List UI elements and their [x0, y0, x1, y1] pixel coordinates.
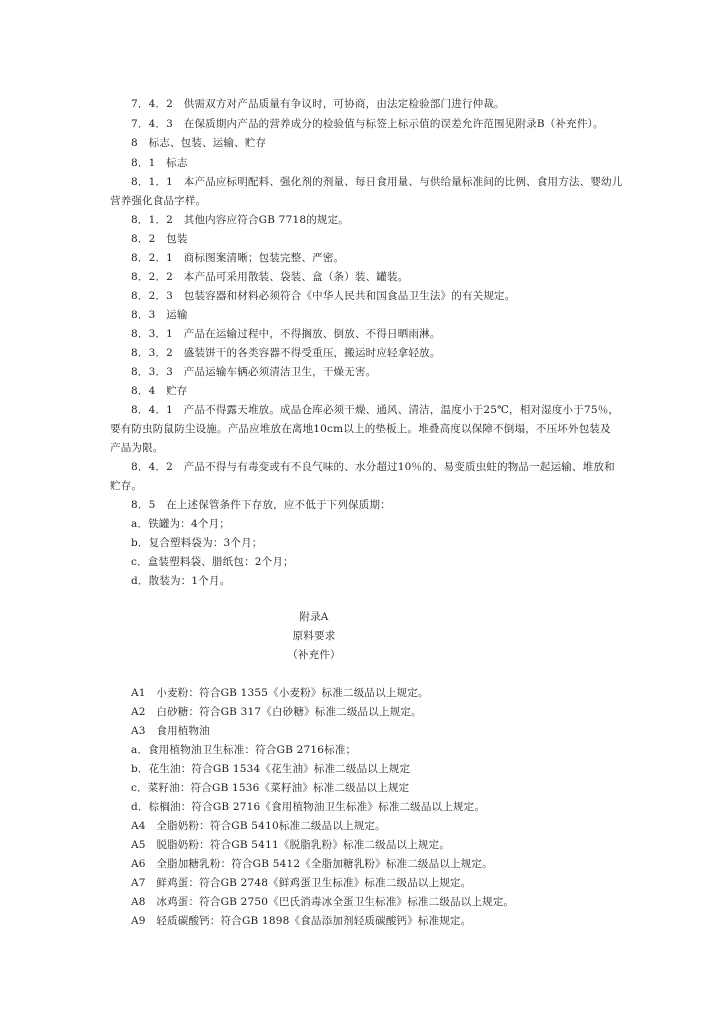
appendix-note: （补充件）	[287, 649, 341, 661]
appendix-item-a1: A1 小麦粉：符合GB 1355《小麦粉》标准二级品以上规定。	[131, 687, 429, 699]
list-item-d: d．散装为：1个月。	[131, 575, 231, 587]
clause-8-2-1: 8．2．1 商标图案清晰；包装完整、严密。	[131, 252, 345, 264]
section-8-1-heading: 8．1 标志	[131, 157, 188, 169]
appendix-item-a8: A8 冰鸡蛋：符合GB 2750《巴氏消毒冰全蛋卫生标准》标准二级品以上规定。	[131, 896, 515, 908]
appendix-item-a4: A4 全脂奶粉：符合GB 5410标准二级品以上规定。	[131, 820, 386, 832]
appendix-item-a3-d: d．棕榈油：符合GB 2716《食用植物油卫生标准》标准二级品以上规定。	[131, 801, 486, 813]
clause-8-5: 8．5 在上述保管条件下存放，应不低于下列保质期：	[131, 499, 391, 511]
appendix-item-a7: A7 鲜鸡蛋：符合GB 2748《鲜鸡蛋卫生标准》标准二级品以上规定。	[131, 877, 472, 889]
section-8-3-heading: 8．3 运输	[131, 309, 188, 321]
appendix-title: 附录A	[299, 611, 329, 623]
clause-8-2-2: 8．2．2 本产品可采用散装、袋装、盒（条）装、罐装。	[131, 271, 409, 283]
clause-7-4-3: 7．4．3 在保质期内产品的营养成分的检验值与标签上标示值的误差允许范围见附录B（补充件）。	[131, 118, 604, 130]
appendix-item-a3-b: b．花生油：符合GB 1534《花生油》标准二级品以上规定	[131, 763, 411, 775]
clause-8-4-1: 8．4．1 产品不得露天堆放。成品仓库必须干燥、通风、清洁，温度小于25℃，相对湿度小于75％，	[131, 404, 620, 416]
list-item-a: a．铁罐为：4个月；	[131, 518, 230, 530]
clause-7-4-2: 7．4．2 供需双方对产品质量有争议时，可协商，由法定检验部门进行仲裁。	[131, 98, 505, 110]
clause-8-3-1: 8．3．1 产品在运输过程中，不得搁放、倒放、不得日晒雨淋。	[131, 328, 441, 340]
clause-8-2-3: 8．2．3 包装容器和材料必须符合《中华人民共和国食品卫生法》的有关规定。	[131, 290, 516, 302]
appendix-item-a9: A9 轻质碳酸钙：符合GB 1898《食品添加剂轻质碳酸钙》标准规定。	[131, 915, 472, 927]
clause-8-3-2: 8．3．2 盛装饼干的各类容器不得受重压，搬运时应轻拿轻放。	[131, 347, 441, 359]
section-8-heading: 8 标志、包装、运输、贮存	[131, 137, 267, 149]
clause-8-4-2-cont: 贮存。	[110, 480, 143, 492]
clause-8-1-1-cont: 营养强化食品字样。	[110, 195, 207, 207]
section-8-2-heading: 8．2 包装	[131, 233, 188, 245]
appendix-item-a3: A3 食用植物油	[131, 725, 210, 737]
appendix-item-a6: A6 全脂加糖乳粉：符合GB 5412《全脂加糖乳粉》标准二级品以上规定。	[131, 858, 493, 870]
appendix-item-a2: A2 白砂糖：符合GB 317《白砂糖》标准二级品以上规定。	[131, 706, 422, 718]
appendix-item-a5: A5 脱脂奶粉：符合GB 5411《脱脂乳粉》标准二级品以上规定。	[131, 839, 451, 851]
appendix-subtitle: 原料要求	[292, 630, 336, 642]
section-8-4-heading: 8．4 贮存	[131, 385, 188, 397]
clause-8-3-3: 8．3．3 产品运输车辆必须清洁卫生，干燥无害。	[131, 366, 377, 378]
clause-8-4-2: 8．4．2 产品不得与有毒变或有不良气味的、水分超过10％的、易变质虫蛀的物品一起运输、堆放和	[131, 461, 615, 473]
clause-8-4-1-cont: 要有防虫防鼠防尘设施。产品应堆放在离地10cm以上的垫板上。堆叠高度以保障不倒塌，不压坏外包装及	[110, 423, 611, 435]
clause-8-1-2: 8．1．2 其他内容应符合GB 7718的规定。	[131, 214, 350, 226]
clause-8-4-1-cont2: 产品为限。	[110, 442, 164, 454]
appendix-item-a3-a: a．食用植物油卫生标准：符合GB 2716标准；	[131, 744, 357, 756]
clause-8-1-1: 8．1．1 本产品应标明配料、强化剂的剂量、每日食用量、与供给量标准间的比例、食用方法、婴幼儿	[131, 176, 623, 188]
list-item-c: c．盒装塑料袋、腊纸包：2个月；	[131, 556, 294, 568]
list-item-b: b．复合塑料袋为：3个月；	[131, 537, 263, 549]
appendix-item-a3-c: c．菜籽油：符合GB 1536《菜籽油》标准二级品以上规定	[131, 782, 410, 794]
